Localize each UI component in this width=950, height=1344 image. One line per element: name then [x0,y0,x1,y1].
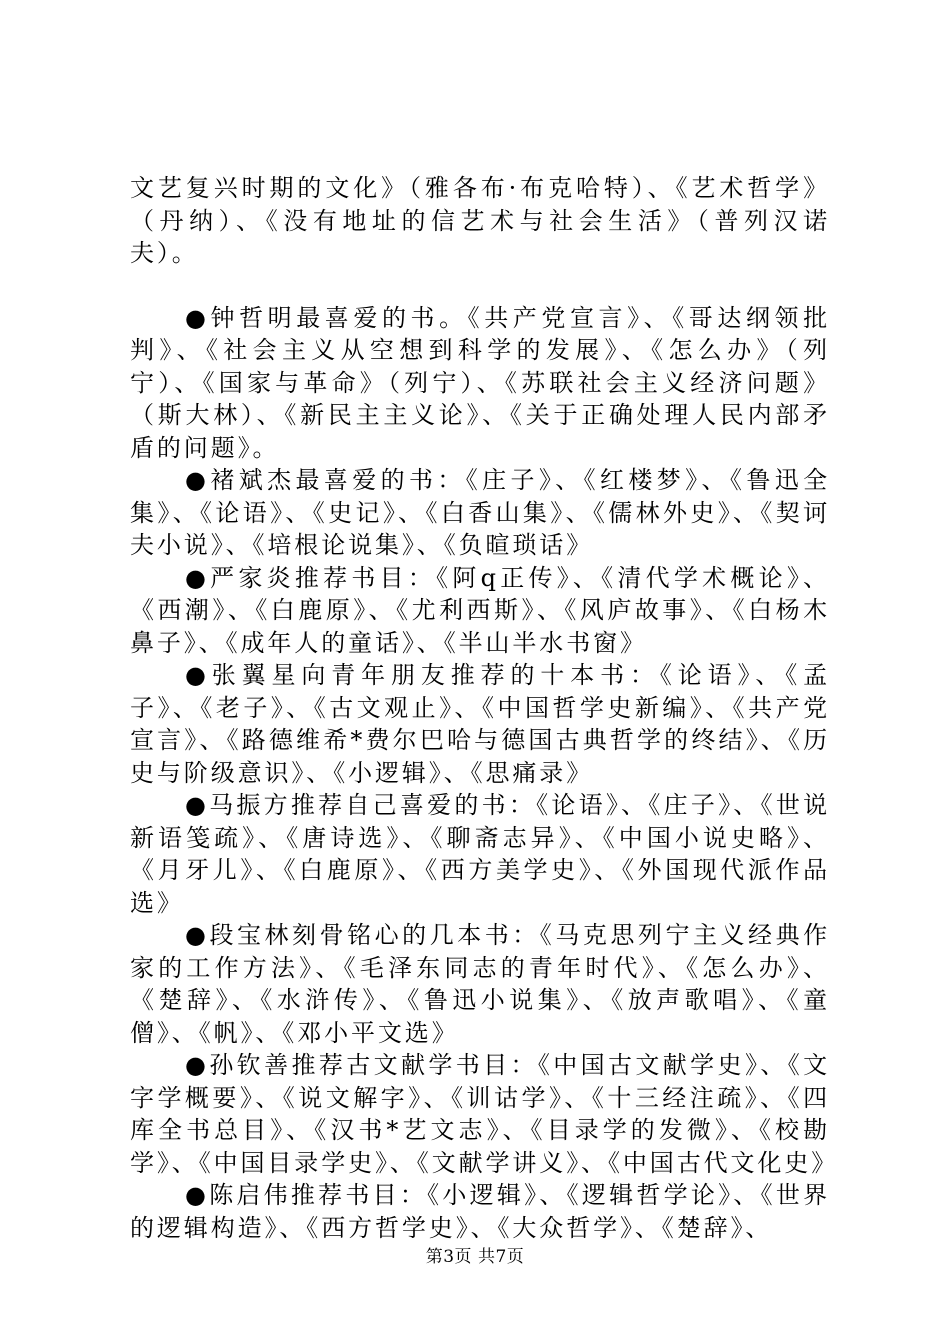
paragraph-chen-qiwei: ●陈启伟推荐书目：《小逻辑》、《逻辑哲学论》、《世界的逻辑构造》、《西方哲学史》、《大众哲学》、《楚辞》、 [130,1181,830,1242]
paragraph-zhong-zheming: ●钟哲明最喜爱的书。《共产党宣言》、《哥达纲领批判》、《社会主义从空想到科学的发展》、《怎么办》（列宁）、《国家与革命》（列宁）、《苏联社会主义经济问题》（斯大林）、《新民主主义论》、《关于正确处理人民内部矛盾的问题》。 [130,303,830,462]
paragraph-zhang-yixing: ●张翼星向青年朋友推荐的十本书：《论语》、《孟子》、《老子》、《古文观止》、《中国哲学史新编》、《共产党宣言》、《路德维希*费尔巴哈与德国古典哲学的终结》、《历史与阶级意识》、《小逻辑》、《思痛录》 [130,661,830,787]
page-number-footer: 第3页 共7页 [425,1247,525,1267]
paragraph-chu-binjie: ●褚斌杰最喜爱的书：《庄子》、《红楼梦》、《鲁迅全集》、《论语》、《史记》、《白香山集》、《儒林外史》、《契诃夫小说》、《培根论说集》、《负暄琐话》 [130,466,830,559]
paragraph-duan-baolin: ●段宝林刻骨铭心的几本书：《马克思列宁主义经典作家的工作方法》、《毛泽东同志的青年时代》、《怎么办》、《楚辞》、《水浒传》、《鲁迅小说集》、《放声歌唱》、《童僧》、《帆》、《邓小平文选》 [130,921,830,1047]
intro-paragraph: 文艺复兴时期的文化》（雅各布·布克哈特）、《艺术哲学》（丹纳）、《没有地址的信艺术与社会生活》（普列汉诺夫）。 [130,174,830,267]
paragraph-yan-jiayan: ●严家炎推荐书目：《阿q正传》、《清代学术概论》、《西潮》、《白鹿原》、《尤利西斯》、《风庐故事》、《白杨木鼻子》、《成年人的童话》、《半山半水书窗》 [130,563,830,657]
paragraph-gap [130,270,830,302]
document-body [130,172,839,1244]
paragraph-sun-qinshan: ●孙钦善推荐古文献学书目：《中国古文献学史》、《文字学概要》、《说文解字》、《训诂学》、《十三经注疏》、《四库全书总目》、《汉书*艺文志》、《目录学的发微》、《校勘学》、《中国目录学史》、《文献学讲义》、《中国古代文化史》 [130,1051,839,1177]
paragraph-ma-zhenfang: ●马振方推荐自己喜爱的书：《论语》、《庄子》、《世说新语笺疏》、《唐诗选》、《聊斋志异》、《中国小说史略》、《月牙儿》、《白鹿原》、《西方美学史》、《外国现代派作品选》 [130,791,830,917]
